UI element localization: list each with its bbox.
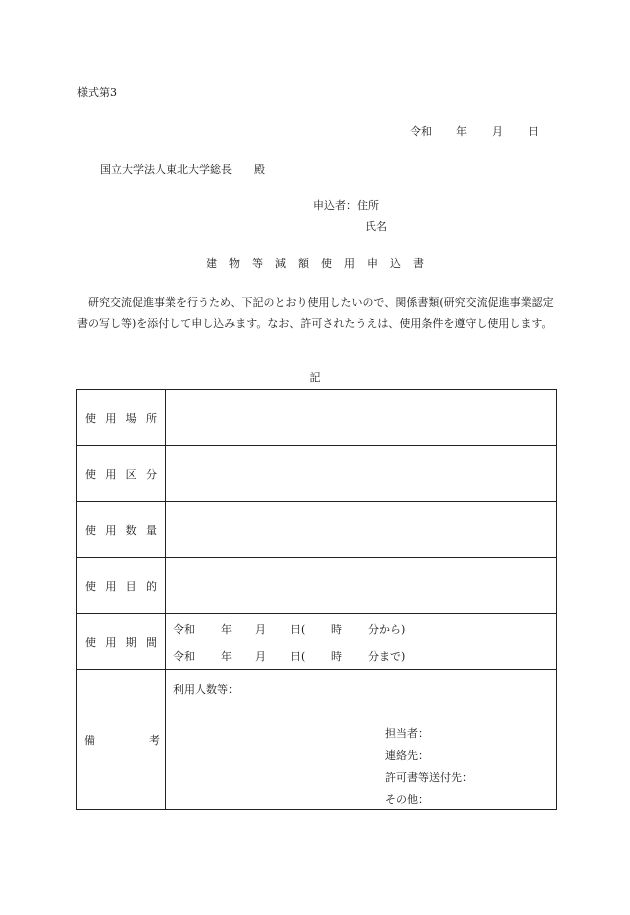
- table-row: [77, 502, 557, 558]
- document-title: [0, 255, 630, 271]
- ki-heading: 記: [309, 371, 321, 384]
- title-char: 書: [413, 257, 424, 270]
- purpose-field[interactable]: [166, 558, 557, 614]
- table-row: [77, 670, 557, 810]
- form-number: 様式第3: [77, 86, 117, 99]
- title-char: 額: [298, 257, 309, 270]
- date-month: 月: [492, 125, 503, 138]
- other-label: その他：: [385, 793, 429, 806]
- label-remarks: 備 考: [77, 670, 166, 810]
- period-from-line: 令和 年 月 日( 時 分から): [173, 622, 406, 636]
- place-field[interactable]: [166, 390, 557, 446]
- label-place: 使 用 場 所: [77, 390, 166, 446]
- title-char: 等: [252, 257, 263, 270]
- table-row: [77, 558, 557, 614]
- title-char: 用: [344, 257, 355, 270]
- table-row: [77, 614, 557, 670]
- title-char: 申: [367, 257, 378, 270]
- addressee: 国立大学法人東北大学総長 殿: [100, 163, 265, 176]
- contact-label: 連絡先：: [385, 749, 429, 762]
- title-char: 込: [390, 257, 401, 270]
- label-quantity: 使 用 数 量: [77, 502, 166, 558]
- body-paragraph: 研究交流促進事業を行うため、下記のとおり使用したいので、関係書類(研究交流促進事業認定書の写し等)を添付して申し込みます。なお、許可されたうえは、使用条件を遵守し使用します。: [77, 296, 554, 330]
- quantity-field[interactable]: [166, 502, 557, 558]
- title-char: 使: [321, 257, 332, 270]
- remarks-field[interactable]: [166, 670, 557, 810]
- table-row: [77, 390, 557, 446]
- applicant-address-label: 申込者：住所: [313, 199, 379, 212]
- permit-destination-label: 許可書等送付先：: [385, 771, 473, 784]
- category-field[interactable]: [166, 446, 557, 502]
- label-purpose: 使 用 目 的: [77, 558, 166, 614]
- label-period: 使 用 期 間: [77, 614, 166, 670]
- table-row: [77, 446, 557, 502]
- applicant-name-label: 氏名: [365, 220, 387, 233]
- period-field[interactable]: [166, 614, 557, 670]
- application-table: [76, 389, 557, 810]
- title-char: 減: [275, 257, 286, 270]
- label-category: 使 用 区 分: [77, 446, 166, 502]
- title-char: 建: [206, 257, 217, 270]
- date-day: 日: [528, 125, 539, 138]
- date-era: 令和: [410, 125, 432, 138]
- users-label: 利用人数等：: [173, 683, 239, 696]
- date-year: 年: [456, 125, 467, 138]
- period-to-line: 令和 年 月 日( 時 分まで): [173, 649, 406, 663]
- title-char: 物: [229, 257, 240, 270]
- person-label: 担当者：: [385, 727, 429, 740]
